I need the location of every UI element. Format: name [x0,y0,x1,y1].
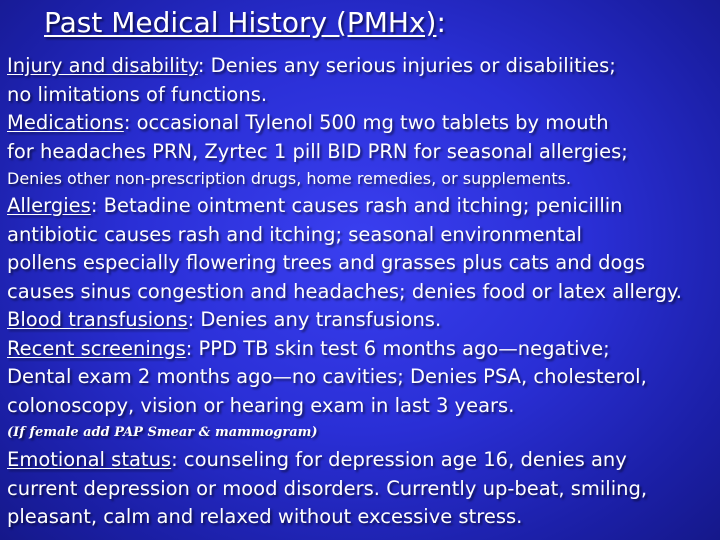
emotional-line-2: current depression or mood disorders. Currently up-beat, smiling, [7,476,648,500]
screenings-line-1 [7,335,719,364]
screenings-label: Recent screenings [7,336,186,360]
screenings-line-2: Dental exam 2 months ago—no cavities; Denies PSA, cholesterol, [7,365,647,388]
transfusions-line-1 [7,306,719,335]
slide-body [7,52,719,532]
screenings-text-1: : PPD TB skin test 6 months ago—negative; [185,336,610,360]
emotional-text-1: : counseling for depression age 16, denies any [171,448,627,471]
allergies-line-1 [7,192,719,221]
title-colon: : [436,6,446,39]
allergies-text-1: : Betadine ointment causes rash and itching; penicillin [90,194,623,217]
title-text: Past Medical History (PMHx) [44,6,437,39]
allergies-line-4: causes sinus congestion and headaches; denies food or latex allergy. [7,279,682,303]
medications-line-3: Denies other non-prescription drugs, home remedies, or supplements. [7,169,572,188]
emotional-label: Emotional status [7,448,172,471]
injury-text-1: : Denies any serious injuries or disabilities; [197,54,616,77]
emotional-line-3: pleasant, calm and relaxed without excessive stress. [7,505,523,528]
injury-label: Injury and disability [7,54,198,77]
injury-line-1 [7,52,719,81]
transfusions-label: Blood transfusions [7,308,188,331]
allergies-line-3: pollens especially flowering trees and grasses plus cats and dogs [7,251,645,274]
medications-text-1: : occasional Tylenol 500 mg two tablets by mouth [123,111,609,134]
allergies-label: Allergies [7,194,91,217]
injury-line-2: no limitations of functions. [7,82,268,106]
screenings-line-3: colonoscopy, vision or hearing exam in last 3 years. [7,393,515,417]
medications-line-1 [7,109,719,138]
medications-label: Medications [7,111,124,134]
transfusions-text-1: : Denies any transfusions. [187,308,442,331]
allergies-line-2: antibiotic causes rash and itching; seasonal environmental [7,222,582,246]
emotional-line-1 [7,446,719,475]
slide-title [44,6,446,40]
medications-line-2: for headaches PRN, Zyrtec 1 pill BID PRN for seasonal allergies; [7,139,628,163]
female-note: (If female add PAP Smear & mammogram) [7,425,318,440]
